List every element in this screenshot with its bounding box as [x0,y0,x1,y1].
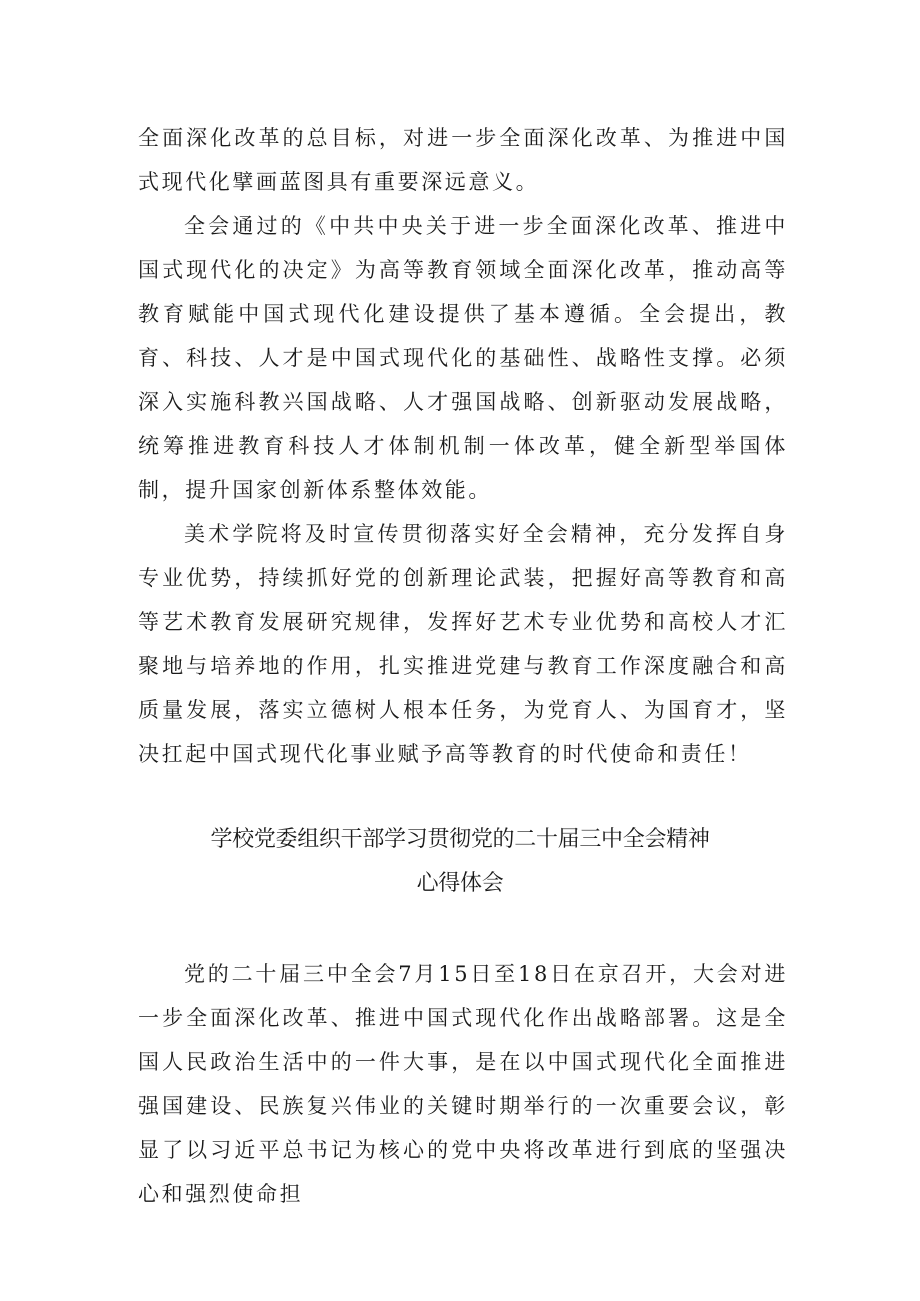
paragraph-continuation: 全面深化改革的总目标，对进一步全面深化改革、为推进中国式现代化擘画蓝图具有重要深远意义。 [138,126,788,194]
section-heading-line-2: 心得体会 [416,871,504,896]
section-heading-line-1: 学校党委组织干部学习贯彻党的二十届三中全会精神 [210,827,710,852]
paragraph-art-college: 美术学院将及时宣传贯彻落实好全会精神，充分发挥自身专业优势，持续抓好党的创新理论武装，把握好高等教育和高等艺术教育发展研究规律，发挥好艺术专业优势和高校人才汇聚地与培养地的作用，扎实推进党建与教育工作深度融合和高质量发展，落实立德树人根本任务，为党育人、为国育才，坚决扛起中国式现代化事业赋予高等教育的时代使命和责任！ [138,522,788,766]
paragraph-plenum-intro: 党的二十届三中全会7月15日至18日在京召开，大会对进一步全面深化改革、推进中国式现代化作出战略部署。这是全国人民政治生活中的一件大事，是在以中国式现代化全面推进强国建设、民族复兴伟业的关键时期举行的一次重要会议，彰显了以习近平总书记为核心的党中央将改革进行到底的坚强决心和强烈使命担 [138,962,788,1206]
paragraph-plenum-decision: 全会通过的《中共中央关于进一步全面深化改革、推进中国式现代化的决定》为高等教育领域全面深化改革，推动高等教育赋能中国式现代化建设提供了基本遵循。全会提出，教育、科技、人才是中国式现代化的基础性、战略性支撑。必须深入实施科教兴国战略、人才强国战略、创新驱动发展战略，统筹推进教育科技人才体制机制一体改革，健全新型举国体制，提升国家创新体系整体效能。 [138,214,788,502]
body-text-bottom [138,952,788,1216]
body-text-top [138,116,788,776]
